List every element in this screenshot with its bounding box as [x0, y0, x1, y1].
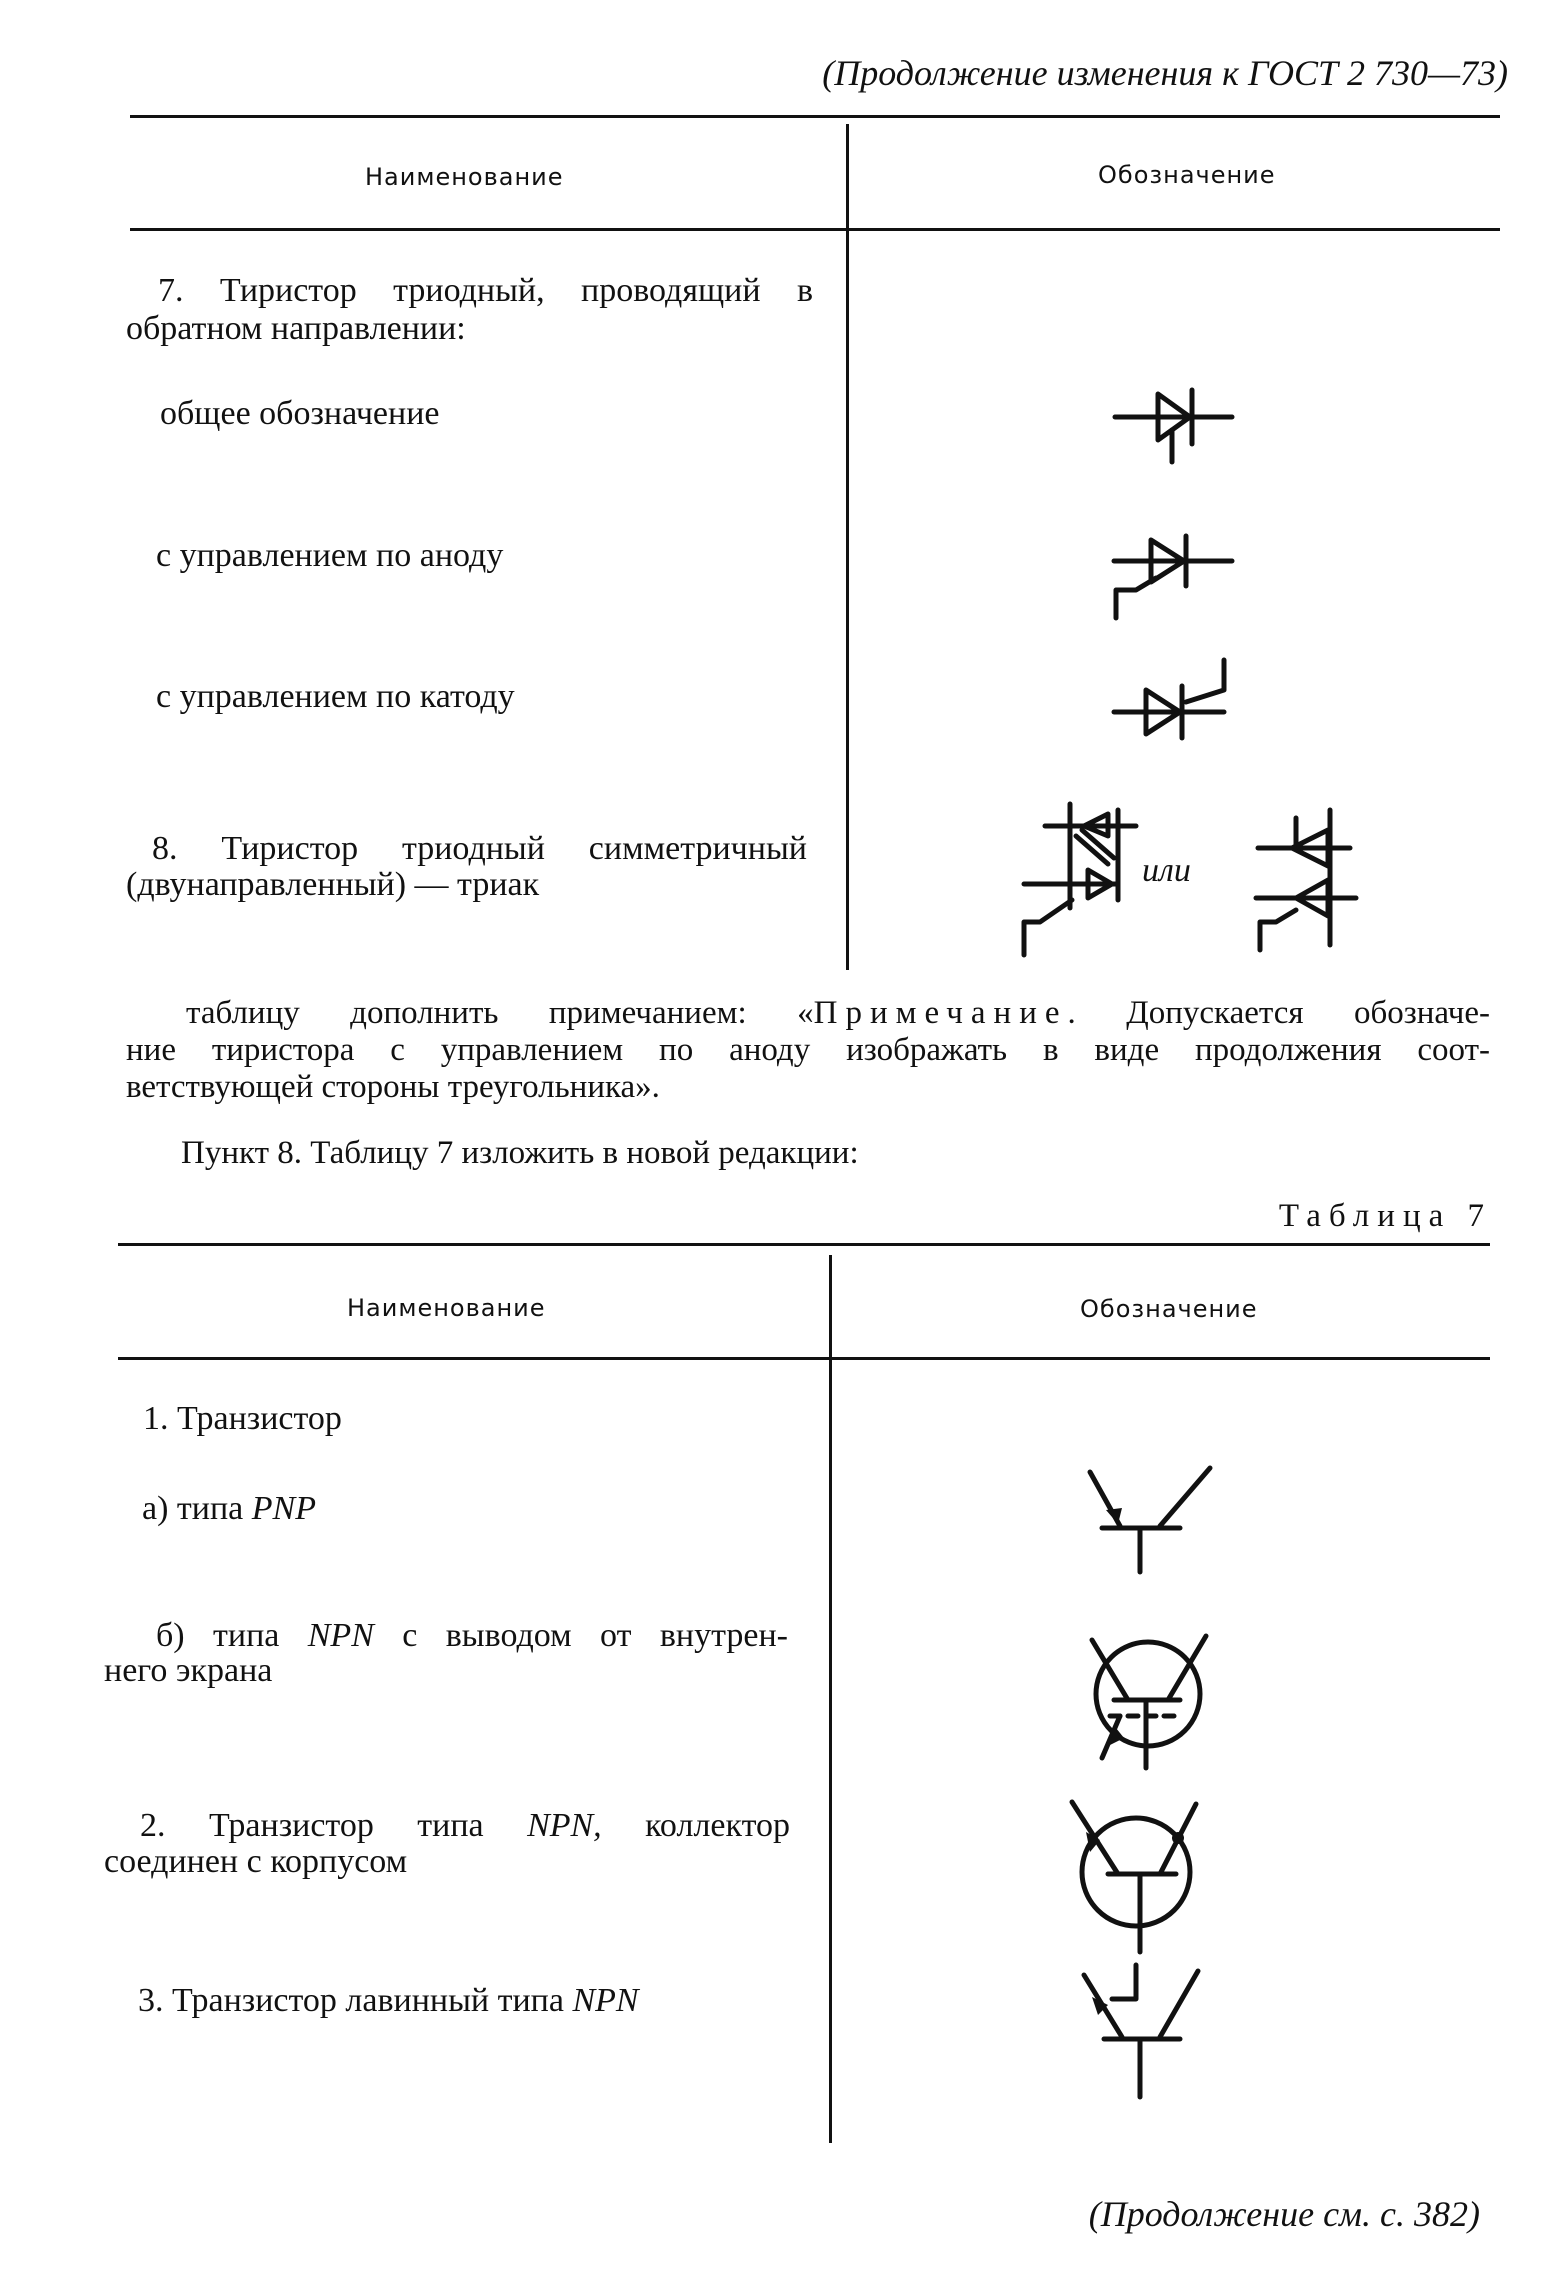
note-paragraph-line2: ние тиристора с управлением по аноду изображать в виде продолжения соот-	[126, 1032, 1490, 1068]
header-continuation: (Продолжение изменения к ГОСТ 2 730—73)	[822, 53, 1508, 93]
table1-item7-general: общее обозначение	[160, 395, 440, 432]
table7-col-symbol: Обозначение	[1080, 1295, 1258, 1323]
table7-item1a-prefix: а) типа	[142, 1490, 252, 1527]
table7-caption: Таблица 7	[1278, 1198, 1492, 1234]
table7-item1a-type: PNP	[251, 1490, 316, 1527]
table7-item2-line1	[140, 1807, 790, 1845]
table7-col-name: Наименование	[347, 1294, 546, 1322]
table1-column-divider	[846, 124, 849, 970]
table1-item7-line2: обратном направлении:	[126, 310, 466, 347]
table7-item3-type: NPN	[572, 1982, 639, 2019]
transistor-npn-case-symbol	[1060, 1790, 1220, 1960]
table7-header-rule	[118, 1357, 1490, 1360]
table7-item2-type: NPN,	[527, 1807, 602, 1844]
note-intro: таблицу дополнить примечанием: «	[186, 995, 814, 1031]
footer-continuation: (Продолжение см. с. 382)	[1088, 2194, 1480, 2234]
note-paragraph-line1	[186, 995, 1490, 1032]
triac-symbol-variant-1	[1010, 800, 1150, 960]
table1-item7-anode: с управлением по аноду	[156, 537, 504, 574]
table7-item1b-rest: с выводом от внутрен-	[373, 1617, 788, 1654]
table7-item1b-type: NPN	[307, 1617, 374, 1654]
table7-item1: 1. Транзистор	[143, 1400, 342, 1437]
note-paragraph-line3: ветствующей стороны треугольника».	[126, 1069, 660, 1105]
table1-item7-line1: 7. Тиристор триодный, проводящий в	[158, 272, 813, 309]
transistor-npn-screen-symbol	[1070, 1620, 1230, 1780]
table7-item1b-prefix: б) типа	[156, 1617, 308, 1654]
note-line1-tail: . Допускается обозначе-	[1067, 995, 1490, 1031]
thyristor-general-symbol	[1110, 372, 1240, 472]
table1-header-rule	[130, 228, 1500, 231]
thyristor-anode-control-symbol	[1106, 528, 1242, 628]
table7-item2-line2: соединен с корпусом	[104, 1843, 408, 1880]
triac-symbol-variant-2	[1232, 800, 1362, 960]
table1-top-rule	[130, 115, 1500, 118]
thyristor-cathode-control-symbol	[1106, 650, 1242, 760]
transistor-pnp-symbol	[1080, 1460, 1220, 1580]
table7-top-rule	[118, 1243, 1490, 1246]
note-word: Примечание	[813, 995, 1068, 1031]
table1-item8-line1: 8. Тиристор триодный симметричный	[152, 830, 807, 867]
table7-item3	[138, 1982, 639, 2020]
table7-item2-prefix: 2. Транзистор типа	[140, 1807, 528, 1844]
table7-item1a	[142, 1490, 316, 1528]
transistor-avalanche-symbol	[1070, 1955, 1220, 2105]
item8-paragraph: Пункт 8. Таблицу 7 изложить в новой редакции:	[181, 1135, 859, 1171]
table1-item8-line2: (двунаправленный) — триак	[126, 866, 540, 903]
table1-item7-cathode: с управлением по катоду	[156, 678, 515, 715]
table1-col-name: Наименование	[365, 163, 564, 191]
table7-item1b-line1	[156, 1617, 788, 1655]
table1-col-symbol: Обозначение	[1098, 161, 1276, 189]
table7-item1b-line2: него экрана	[104, 1652, 273, 1689]
triac-or-text: или	[1142, 852, 1191, 889]
table7-column-divider	[829, 1255, 832, 2143]
table7-item3-prefix: 3. Транзистор лавинный типа	[138, 1982, 573, 2019]
table7-item2-rest: коллектор	[601, 1807, 790, 1844]
